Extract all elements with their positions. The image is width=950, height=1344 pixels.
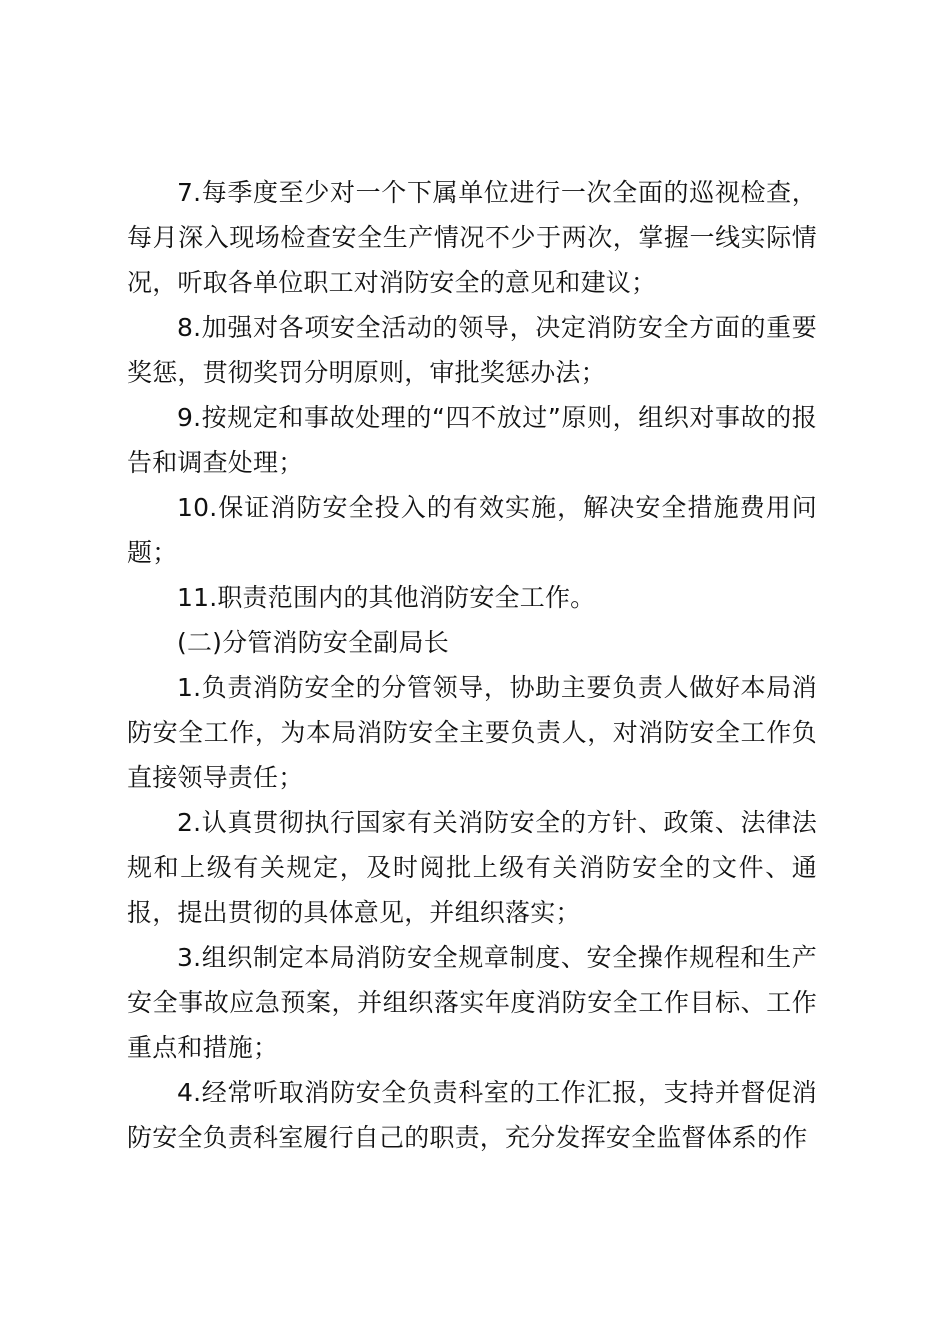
paragraph-item-8: 8.加强对各项安全活动的领导，决定消防安全方面的重要奖惩，贯彻奖罚分明原则，审批奖惩办法； [127, 313, 817, 387]
paragraph-item-7: 7.每季度至少对一个下属单位进行一次全面的巡视检查，每月深入现场检查安全生产情况不少于两次，掌握一线实际情况，听取各单位职工对消防安全的意见和建议； [127, 178, 817, 297]
paragraph-item-3: 3.组织制定本局消防安全规章制度、安全操作规程和生产安全事故应急预案，并组织落实年度消防安全工作目标、工作重点和措施； [127, 943, 817, 1062]
section-heading: (二)分管消防安全副局长 [177, 628, 449, 657]
document-body [127, 170, 817, 1160]
paragraph-item-1: 1.负责消防安全的分管领导，协助主要负责人做好本局消防安全工作，为本局消防安全主要负责人，对消防安全工作负直接领导责任； [127, 673, 817, 792]
paragraph-item-9: 9.按规定和事故处理的“四不放过”原则，组织对事故的报告和调查处理； [127, 403, 817, 477]
paragraph-item-2: 2.认真贯彻执行国家有关消防安全的方针、政策、法律法规和上级有关规定，及时阅批上级有关消防安全的文件、通报，提出贯彻的具体意见，并组织落实； [127, 808, 817, 927]
paragraph-item-11: 11.职责范围内的其他消防安全工作。 [177, 583, 596, 612]
paragraph-item-4: 4.经常听取消防安全负责科室的工作汇报，支持并督促消防安全负责科室履行自己的职责，充分发挥安全监督体系的作 [127, 1078, 817, 1152]
paragraph-item-10: 10.保证消防安全投入的有效实施，解决安全措施费用问题； [127, 493, 817, 567]
